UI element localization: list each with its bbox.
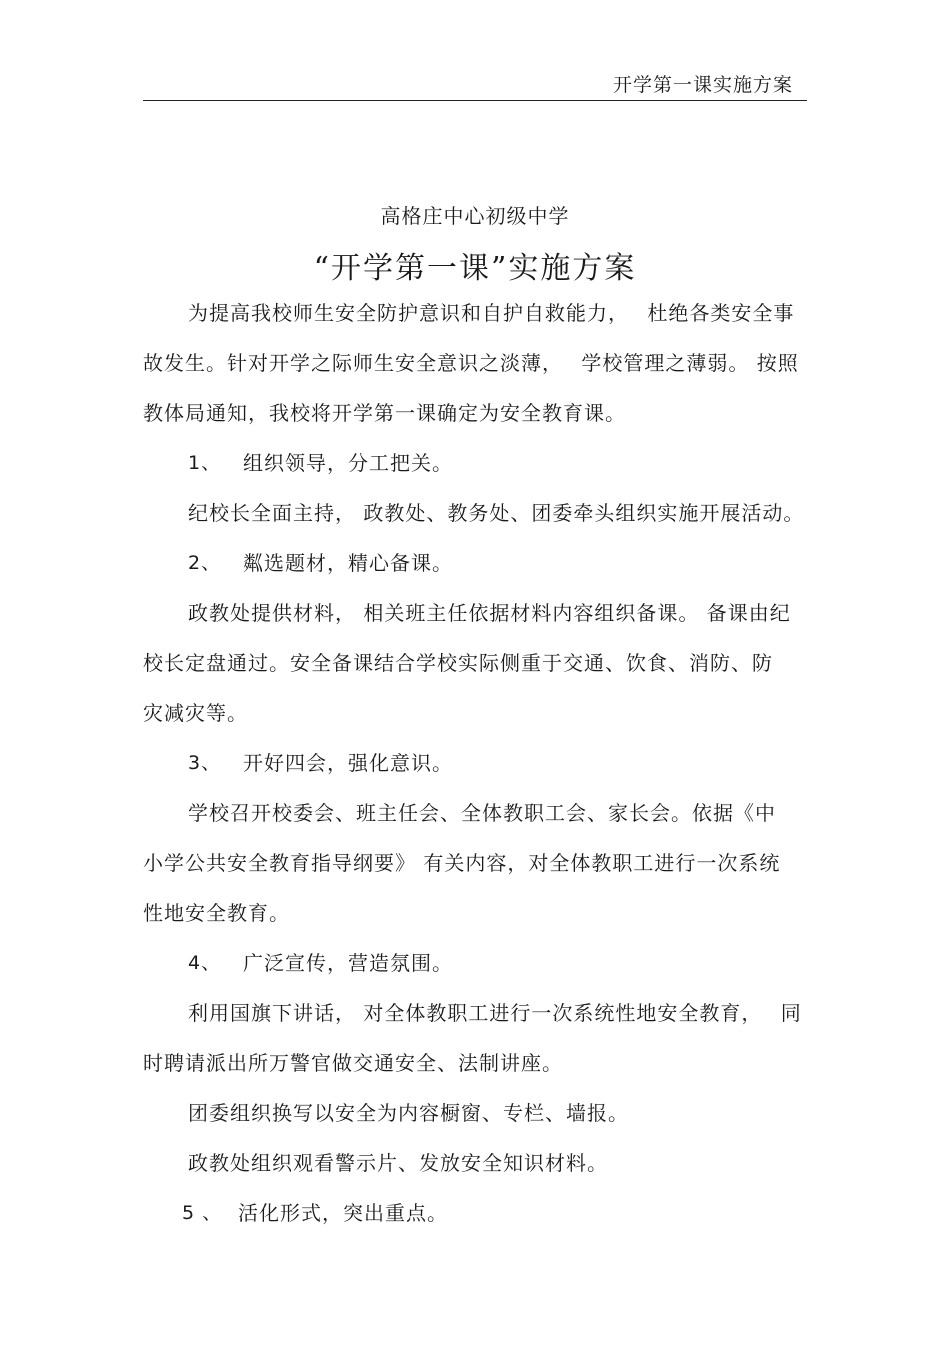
section-number: 2、 [188,552,222,574]
paragraph-line: 为提高我校师生安全防护意识和自护自救能力， 杜绝各类安全事 [188,301,795,325]
section-heading: 活化形式，突出重点。 [238,1201,448,1225]
section-number: 4、 [188,952,222,974]
paragraph-line: 灾减灾等。 [143,701,248,725]
section-heading: 组织领导，分工把关。 [243,451,453,475]
header-rule [143,100,807,101]
document-title: “开学第一课”实施方案 [313,251,637,286]
school-name: 高格庄中心初级中学 [380,204,570,228]
paragraph-line: 小学公共安全教育指导纲要》 有关内容，对全体教职工进行一次系统 [143,851,781,875]
paragraph-line: 性地安全教育。 [143,901,290,925]
section-number: 5 、 [182,1202,223,1224]
paragraph-line: 纪校长全面主持， 政教处、教务处、团委牵头组织实施开展活动。 [188,501,805,525]
paragraph-line: 政教处提供材料， 相关班主任依据材料内容组织备课。 备课由纪 [188,601,791,625]
paragraph-line: 团委组织换写以安全为内容橱窗、专栏、墙报。 [188,1101,629,1125]
paragraph-line: 教体局通知，我校将开学第一课确定为安全教育课。 [143,401,626,425]
section-heading: 开好四会，强化意识。 [243,751,453,775]
paragraph-line: 校长定盘通过。安全备课结合学校实际侧重于交通、饮食、消防、防 [143,651,773,675]
section-number: 1、 [188,452,222,474]
paragraph-line: 故发生。针对开学之际师生安全意识之淡薄， 学校管理之薄弱。 按照 [143,351,799,375]
running-header: 开学第一课实施方案 [612,74,793,96]
paragraph-line: 学校召开校委会、班主任会、全体教职工会、家长会。依据《中 [188,801,776,825]
paragraph-line: 时聘请派出所万警官做交通安全、法制讲座。 [143,1051,563,1075]
section-number: 3、 [188,752,222,774]
paragraph-line: 政教处组织观看警示片、发放安全知识材料。 [188,1151,608,1175]
section-heading: 粼选题材，精心备课。 [243,551,453,575]
section-heading: 广泛宣传，营造氛围。 [243,951,453,975]
paragraph-line: 利用国旗下讲话， 对全体教职工进行一次系统性地安全教育， 同 [188,1001,802,1025]
